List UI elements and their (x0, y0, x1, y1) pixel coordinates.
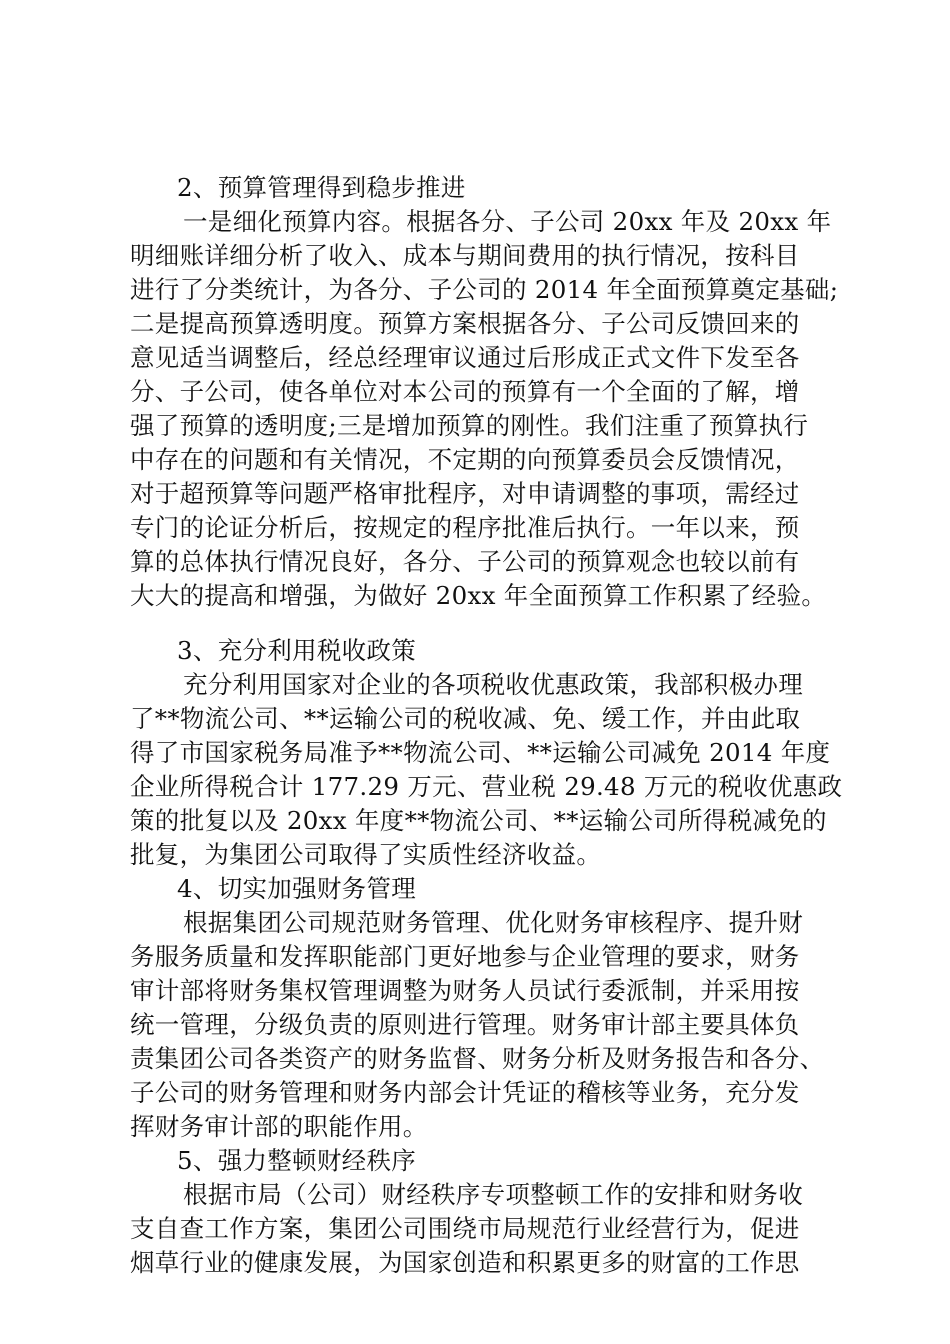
paragraph-line: 中存在的问题和有关情况，不定期的向预算委员会反馈情况， (130, 445, 800, 474)
heading-budget-management: 2、预算管理得到稳步推进 (177, 173, 466, 202)
paragraph-line: 算的总体执行情况良好，各分、子公司的预算观念也较以前有 (130, 547, 800, 576)
paragraph-line: 分、子公司，使各单位对本公司的预算有一个全面的了解，增 (130, 377, 800, 406)
paragraph-line: 策的批复以及 20xx 年度**物流公司、**运输公司所得税减免的 (130, 806, 827, 835)
paragraph-line: 批复，为集团公司取得了实质性经济收益。 (130, 840, 602, 869)
paragraph-line: 企业所得税合计 177.29 万元、营业税 29.48 万元的税收优惠政 (130, 772, 843, 801)
paragraph-line: 了**物流公司、**运输公司的税收减、免、缓工作，并由此取 (130, 704, 801, 733)
paragraph-line: 挥财务审计部的职能作用。 (130, 1112, 428, 1141)
paragraph-line: 务服务质量和发挥职能部门更好地参与企业管理的要求，财务 (130, 942, 800, 971)
paragraph-line: 对于超预算等问题严格审批程序，对申请调整的事项，需经过 (130, 479, 800, 508)
paragraph-line: 根据市局（公司）财经秩序专项整顿工作的安排和财务收 (183, 1180, 803, 1209)
paragraph-line: 支自查工作方案，集团公司围绕市局规范行业经营行为，促进 (130, 1214, 800, 1243)
paragraph-line: 大大的提高和增强，为做好 20xx 年全面预算工作积累了经验。 (130, 581, 827, 610)
paragraph-line: 进行了分类统计，为各分、子公司的 2014 年全面预算奠定基础; (130, 275, 839, 304)
paragraph-line: 烟草行业的健康发展，为国家创造和积累更多的财富的工作思 (130, 1248, 800, 1277)
paragraph-line: 二是提高预算透明度。预算方案根据各分、子公司反馈回来的 (130, 309, 800, 338)
paragraph-line: 充分利用国家对企业的各项税收优惠政策，我部积极办理 (183, 670, 803, 699)
paragraph-line: 子公司的财务管理和财务内部会计凭证的稽核等业务，充分发 (130, 1078, 800, 1107)
heading-tax-policy: 3、充分利用税收政策 (177, 636, 417, 665)
paragraph-line: 强了预算的透明度;三是增加预算的刚性。我们注重了预算执行 (130, 411, 809, 440)
paragraph-line: 统一管理，分级负责的原则进行管理。财务审计部主要具体负 (130, 1010, 800, 1039)
heading-financial-order: 5、强力整顿财经秩序 (177, 1146, 417, 1175)
paragraph-line: 专门的论证分析后，按规定的程序批准后执行。一年以来，预 (130, 513, 800, 542)
paragraph-line: 一是细化预算内容。根据各分、子公司 20xx 年及 20xx 年 (183, 207, 832, 236)
heading-financial-management: 4、切实加强财务管理 (177, 874, 417, 903)
paragraph-line: 根据集团公司规范财务管理、优化财务审核程序、提升财 (183, 908, 803, 937)
paragraph-line: 责集团公司各类资产的财务监督、财务分析及财务报告和各分、 (130, 1044, 825, 1073)
paragraph-line: 明细账详细分析了收入、成本与期间费用的执行情况，按科目 (130, 241, 800, 270)
paragraph-line: 意见适当调整后，经总经理审议通过后形成正式文件下发至各 (130, 343, 800, 372)
paragraph-line: 审计部将财务集权管理调整为财务人员试行委派制，并采用按 (130, 976, 800, 1005)
paragraph-line: 得了市国家税务局准予**物流公司、**运输公司减免 2014 年度 (130, 738, 831, 767)
